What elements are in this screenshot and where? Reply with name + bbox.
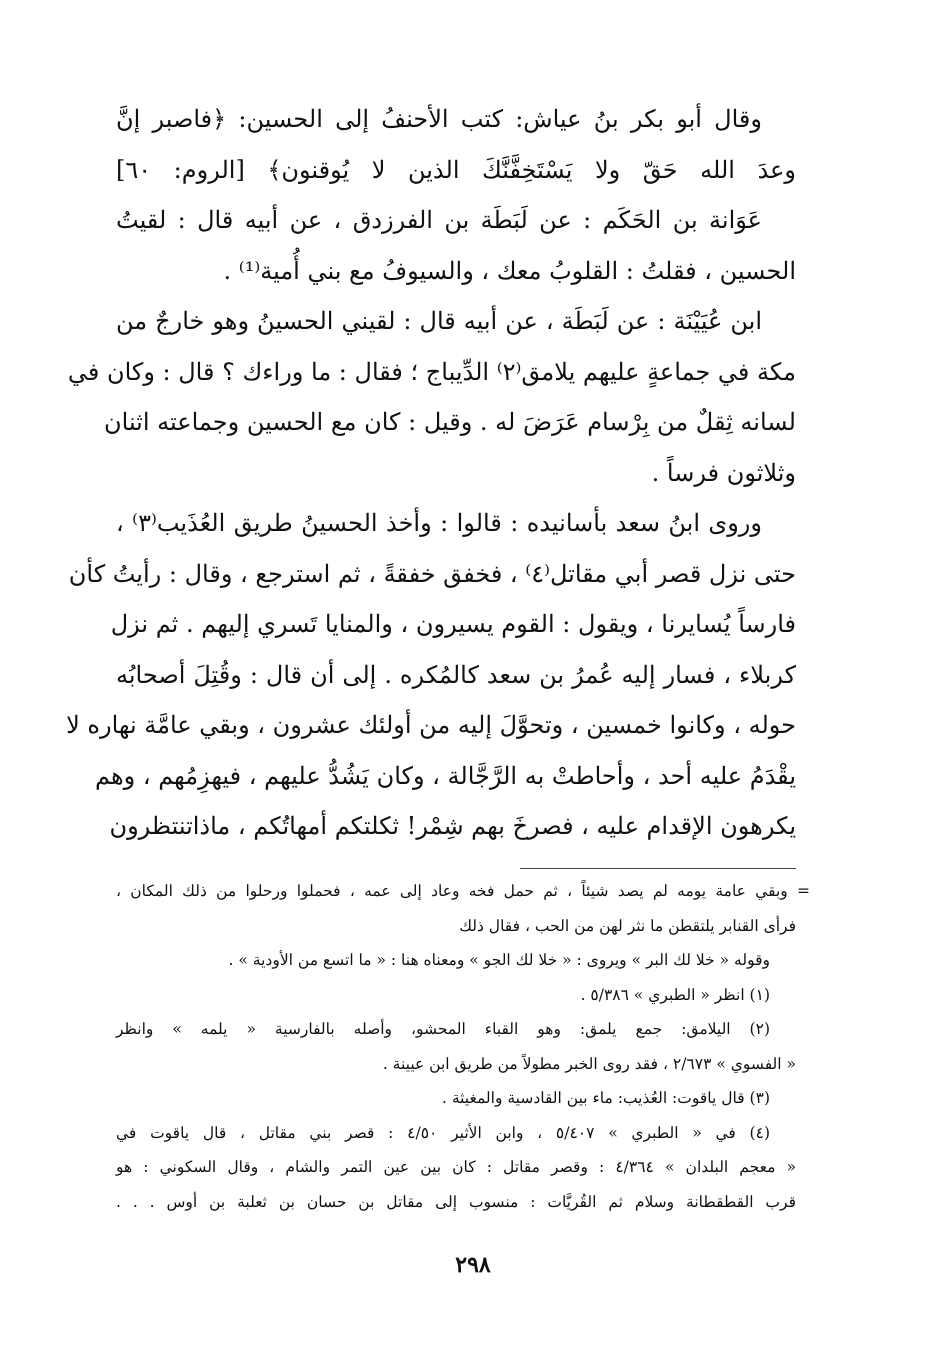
- footnotes: [116, 874, 810, 1219]
- text-line: وروى ابنُ سعد بأسانيده : قالوا : وأخذ الحسينُ طريق العُذَيب⁽٣⁾ ،: [116, 509, 762, 537]
- text-line: وثلاثون فرساً .: [651, 458, 796, 487]
- text-line: مكة في جماعةٍ عليهم يلامق⁽٢⁾ الدِّيباج ؛ فقال : ما وراءك ؟ قال : وكان في: [67, 357, 796, 386]
- footnote-line: = وبقي عامة يومه لم يصد شيئاً ، ثم حمل فخه وعاد إلى عمه ، فحملوا ورحلوا من ذلك المكان ،: [116, 882, 810, 900]
- text-line: يكرهون الإقدام عليه ، فصرخَ بهم شِمْر! ثكلتكم أمهاتُكم ، ماذاتنتظرون: [109, 812, 796, 840]
- text-line: عَوَانة بن الحَكَم : عن لَبَطَة بن الفرزدق ، عن أبيه قال : لقيتُ: [116, 206, 762, 234]
- text-line: فارساً يُسايرنا ، ويقول : القوم يسيرون ، والمنايا تَسري إليهم . ثم نزل: [110, 610, 796, 638]
- footnote-line: (٣) قال ياقوت: العُذيب: ماء بين القادسية والمغيثة .: [441, 1089, 770, 1107]
- text-line: وقال أبو بكر بنُ عياش: كتب الأحنفُ إلى الحسين: ﴿فاصبر إنَّ: [116, 105, 762, 133]
- footnote-line: « الفسوي » ٢/٦٧٣ ، فقد روى الخبر مطولاً من طريق ابن عيينة .: [382, 1054, 796, 1073]
- text-line: يقْدَمُ عليه أحد ، وأحاطتْ به الرَّجَّالة ، وكان يَشُدُّ عليهم ، فيهزِمُهم ، وهم: [94, 761, 796, 790]
- footnote-line: فرأى القنابر يلتقطن ما نثر لهن من الحب ، فقال ذلك: [459, 916, 796, 935]
- page-number: ٢٩٨: [455, 1252, 491, 1278]
- text-line: لسانه ثِقلٌ من بِرْسام عَرَضَ له . وقيل : كان مع الحسين وجماعته اثنان: [104, 408, 796, 436]
- footnote-line: (١) انظر « الطبري » ٥/٣٨٦ .: [580, 985, 770, 1004]
- text-line: ابن عُيَيْنَة : عن لَبَطَة ، عن أبيه قال : لقيني الحسينُ وهو خارجٌ من: [116, 307, 762, 335]
- text-line: كربلاء ، فسار إليه عُمرُ بن سعد كالمُكره . إلى أن قال : وقُتِلَ أصحابُه: [116, 660, 797, 689]
- footnote-line: وقوله « خلا لك البر » ويروى : « خلا لك الجو » ومعناه هنا : « ما اتسع من الأودية » .: [228, 951, 770, 969]
- footnote-line: (٢) اليلامق: جمع يلمق: وهو القباء المحشو، وأصله بالفارسية « يلمه » وانظر: [116, 1020, 770, 1038]
- footnote-line: « معجم البلدان » ٤/٣٦٤ : وقصر مقاتل : كان بين عين التمر والشام ، وقال السكوني : هو: [116, 1158, 796, 1176]
- text-line: حوله ، وكانوا خمسين ، وتحوَّلَ إليه من أولئك عشرون ، وبقي عامَّة نهاره لا: [66, 711, 796, 739]
- footnote-line: (٤) في « الطبري » ٥/٤٠٧ ، وابن الأثير ٤/٥٠ : قصر بني مقاتل ، قال ياقوت في: [116, 1123, 770, 1142]
- main-text: [66, 94, 797, 852]
- text-line: حتى نزل قصر أبي مقاتل⁽٤⁾ ، فخفق خفقةً ، ثم استرجع ، وقال : رأيتُ كأن: [68, 559, 796, 588]
- text-line: الحسين ، فقلتُ : القلوبُ معك ، والسيوفُ مع بني أُمية⁽¹⁾ .: [223, 256, 796, 285]
- text-line: وعدَ الله حَقّ ولا يَسْتَخِفَّنَّكَ الذين لا يُوقنون﴾ [الروم: ٦٠]: [116, 155, 796, 184]
- footnote-divider: [520, 868, 796, 869]
- footnote-line: قرب القطقطانة وسلام ثم القُريَّات : منسوب إلى مقاتل بن حسان بن ثعلبة بن أوس . . .: [116, 1192, 796, 1211]
